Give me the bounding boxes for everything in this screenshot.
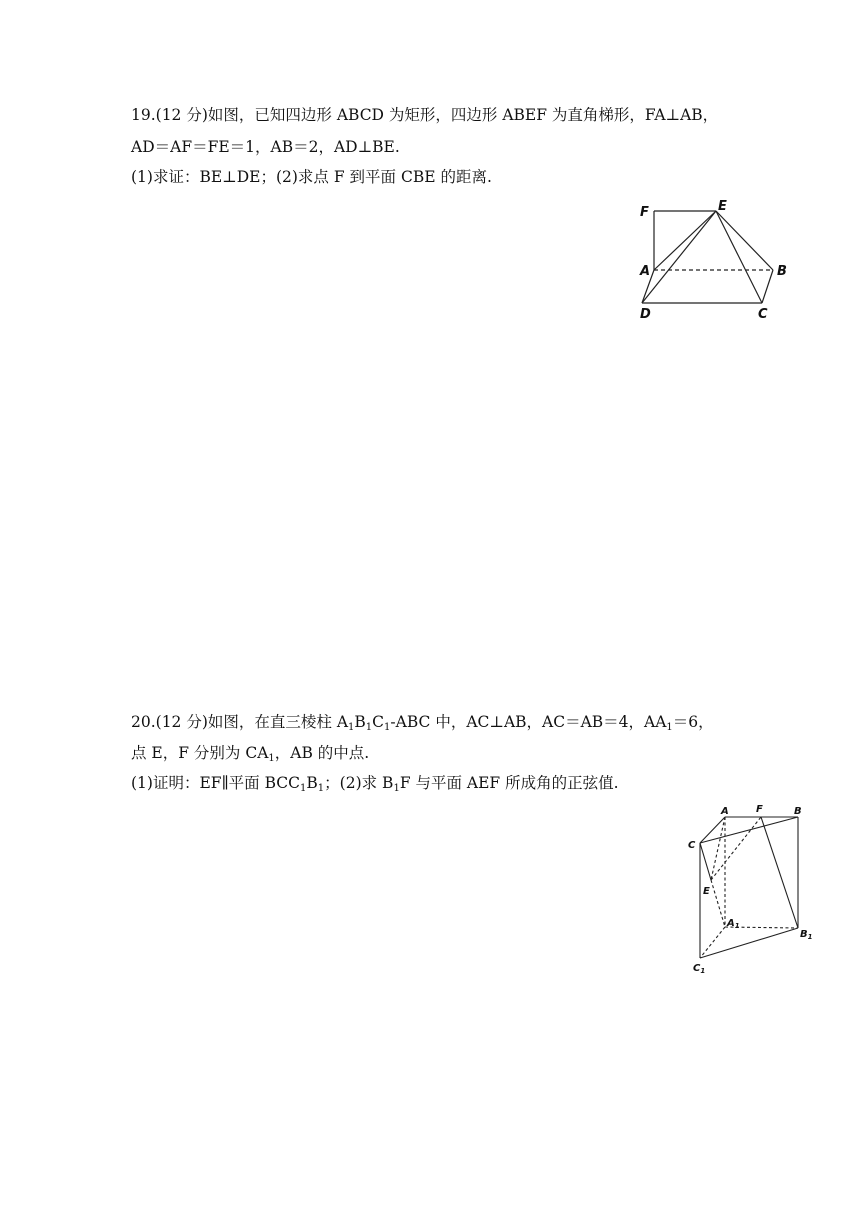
label-B: B	[794, 806, 802, 817]
edge-CE	[700, 843, 711, 880]
edge-EB	[716, 211, 773, 270]
label-A: A	[721, 806, 729, 817]
problem-20-line-1: 20.(12 分)如图，在直三棱柱 $A_1B_1C_1$-ABC 中，AC⊥AB，AC＝AB＝4，$AA_1=6$，	[131, 713, 714, 733]
label-F: F	[756, 804, 763, 815]
problem-19-figure	[630, 195, 800, 325]
label-B: B	[777, 264, 787, 279]
edge-EC	[716, 211, 762, 303]
label-C: C	[758, 307, 768, 322]
edge-A1C1	[700, 927, 725, 958]
problem-20-line-3: (1)证明：EF∥平面 $BCC_1B_1$；(2)求 $B_1F$ 与平面 AEF 所成角的正弦值.	[131, 774, 619, 794]
label-D: D	[640, 307, 651, 322]
label-C: C	[688, 840, 696, 851]
edge-EA1	[711, 880, 725, 927]
edge-FB1	[761, 817, 798, 928]
label-A: A	[640, 264, 651, 279]
problem-19-line-1: 19.(12 分)如图，已知四边形 ABCD 为矩形，四边形 ABEF 为直角梯形，FA⊥AB，	[131, 106, 719, 124]
edge-AE	[654, 211, 716, 270]
problem-20-line-2: 点 E，F 分别为 $CA_1$，AB 的中点.	[131, 744, 370, 764]
problem-19-line-2: AD＝AF＝FE＝1，AB＝2，AD⊥BE.	[131, 138, 400, 156]
edge-DE	[642, 211, 716, 303]
edge-CB	[762, 270, 773, 303]
label-A1: $A_1$	[727, 918, 740, 930]
edge-CB	[700, 817, 798, 843]
label-E: E	[718, 199, 727, 214]
label-F: F	[640, 205, 649, 220]
label-C1: $C_1$	[693, 963, 706, 975]
label-B1: $B_1$	[800, 929, 813, 941]
label-E: E	[703, 886, 710, 897]
edge-CA	[700, 817, 725, 843]
edge-EF	[711, 817, 761, 880]
problem-20-figure	[680, 800, 820, 980]
edge-C1B1	[700, 928, 798, 958]
problem-19-line-3: (1)求证：BE⊥DE；(2)求点 F 到平面 CBE 的距离.	[131, 168, 492, 186]
